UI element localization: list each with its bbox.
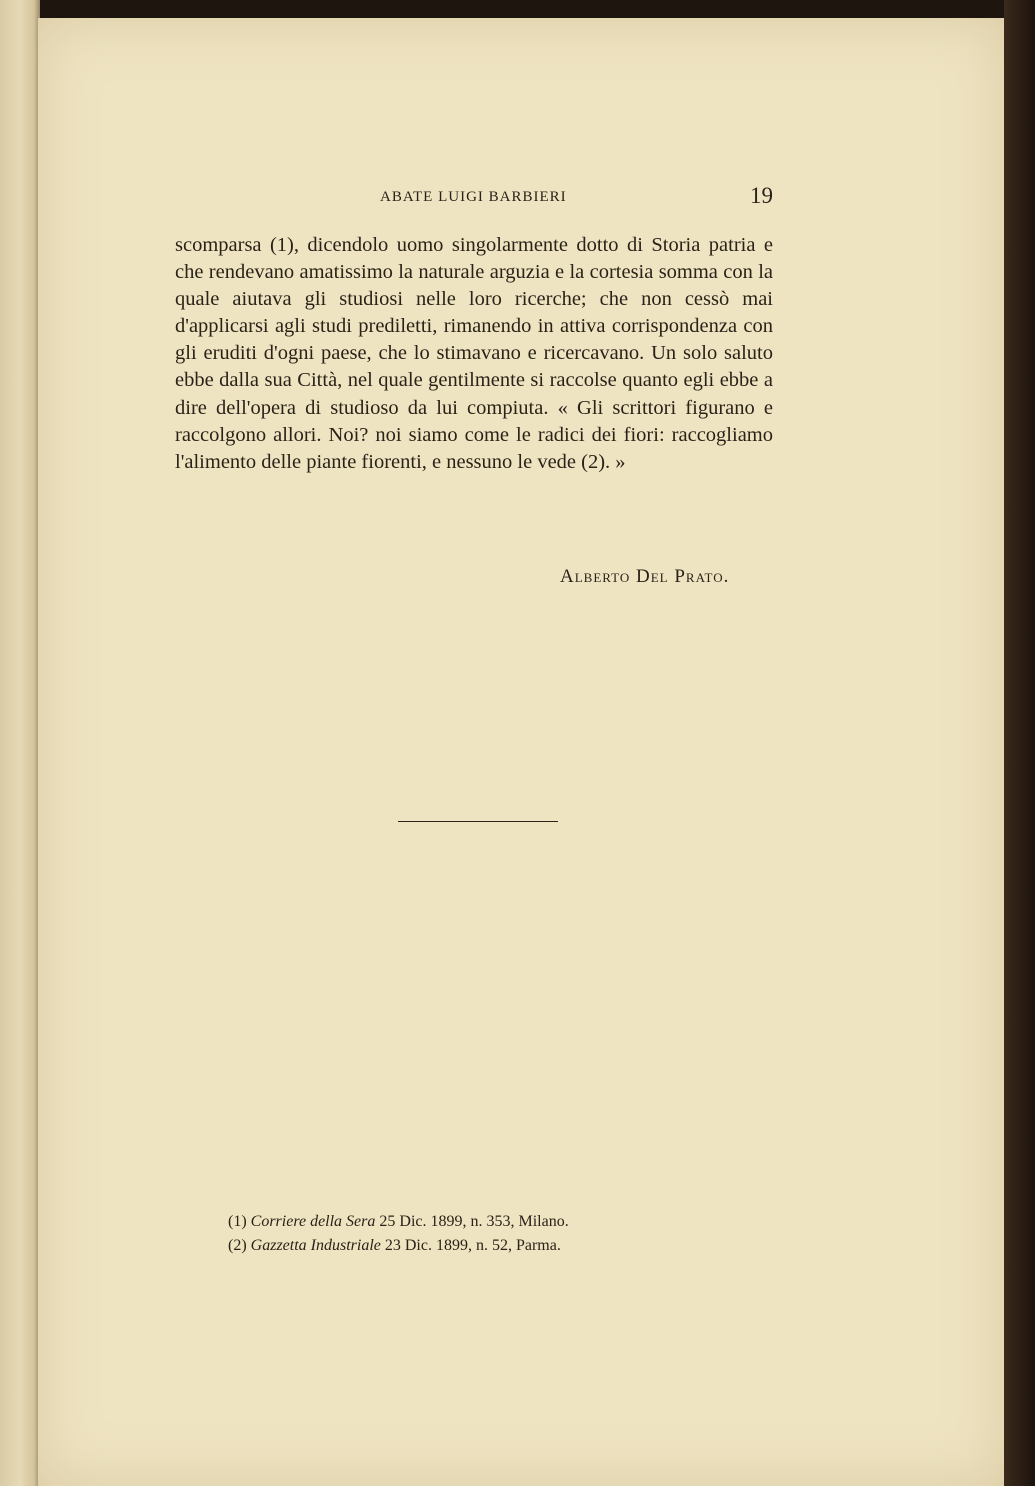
body-paragraph: scomparsa (1), dicendolo uomo singolarmente dotto di Storia patria e che rendevano amatissimo la naturale arguzia e la cortesia somma con la quale aiutava gli studiosi nelle loro ricerche; che non cessò mai d'applicarsi agli studi prediletti, rimanendo in attiva corrispondenza con gli eruditi d'ogni paese, che lo stimavano e ricercavano. Un solo saluto ebbe dalla sua Città, nel quale gentilmente si raccolse quanto egli ebbe a dire dell'opera di studioso da lui compiuta. « Gli scrittori figurano e raccolgono allori. Noi? noi siamo come le radici dei fiori: raccogliamo l'alimento delle piante fiorenti, e nessuno le vede (2). » [175,234,773,473]
scan-background-top [0,0,1035,18]
scan-background-right [1004,0,1035,1486]
footnote-details: 23 Dic. 1899, n. 52, Parma. [384,1237,561,1254]
author-signature: Alberto Del Prato. [560,566,730,587]
footnote-marker: (2) [228,1237,247,1254]
section-divider-rule [398,821,558,822]
page-number: 19 [750,183,773,208]
footnote-marker: (1) [228,1213,247,1230]
previous-page-edge [0,0,40,1486]
running-title: ABATE LUIGI BARBIERI [380,189,567,205]
footnote-details: 25 Dic. 1899, n. 353, Milano. [379,1213,569,1230]
footnote-1 [228,1210,668,1234]
footnote-source-title: Corriere della Sera [250,1213,376,1230]
footnote-source-title: Gazzetta Industriale [250,1237,381,1254]
footnotes [228,1210,668,1258]
page-header [175,183,773,213]
footnote-2 [228,1234,668,1258]
